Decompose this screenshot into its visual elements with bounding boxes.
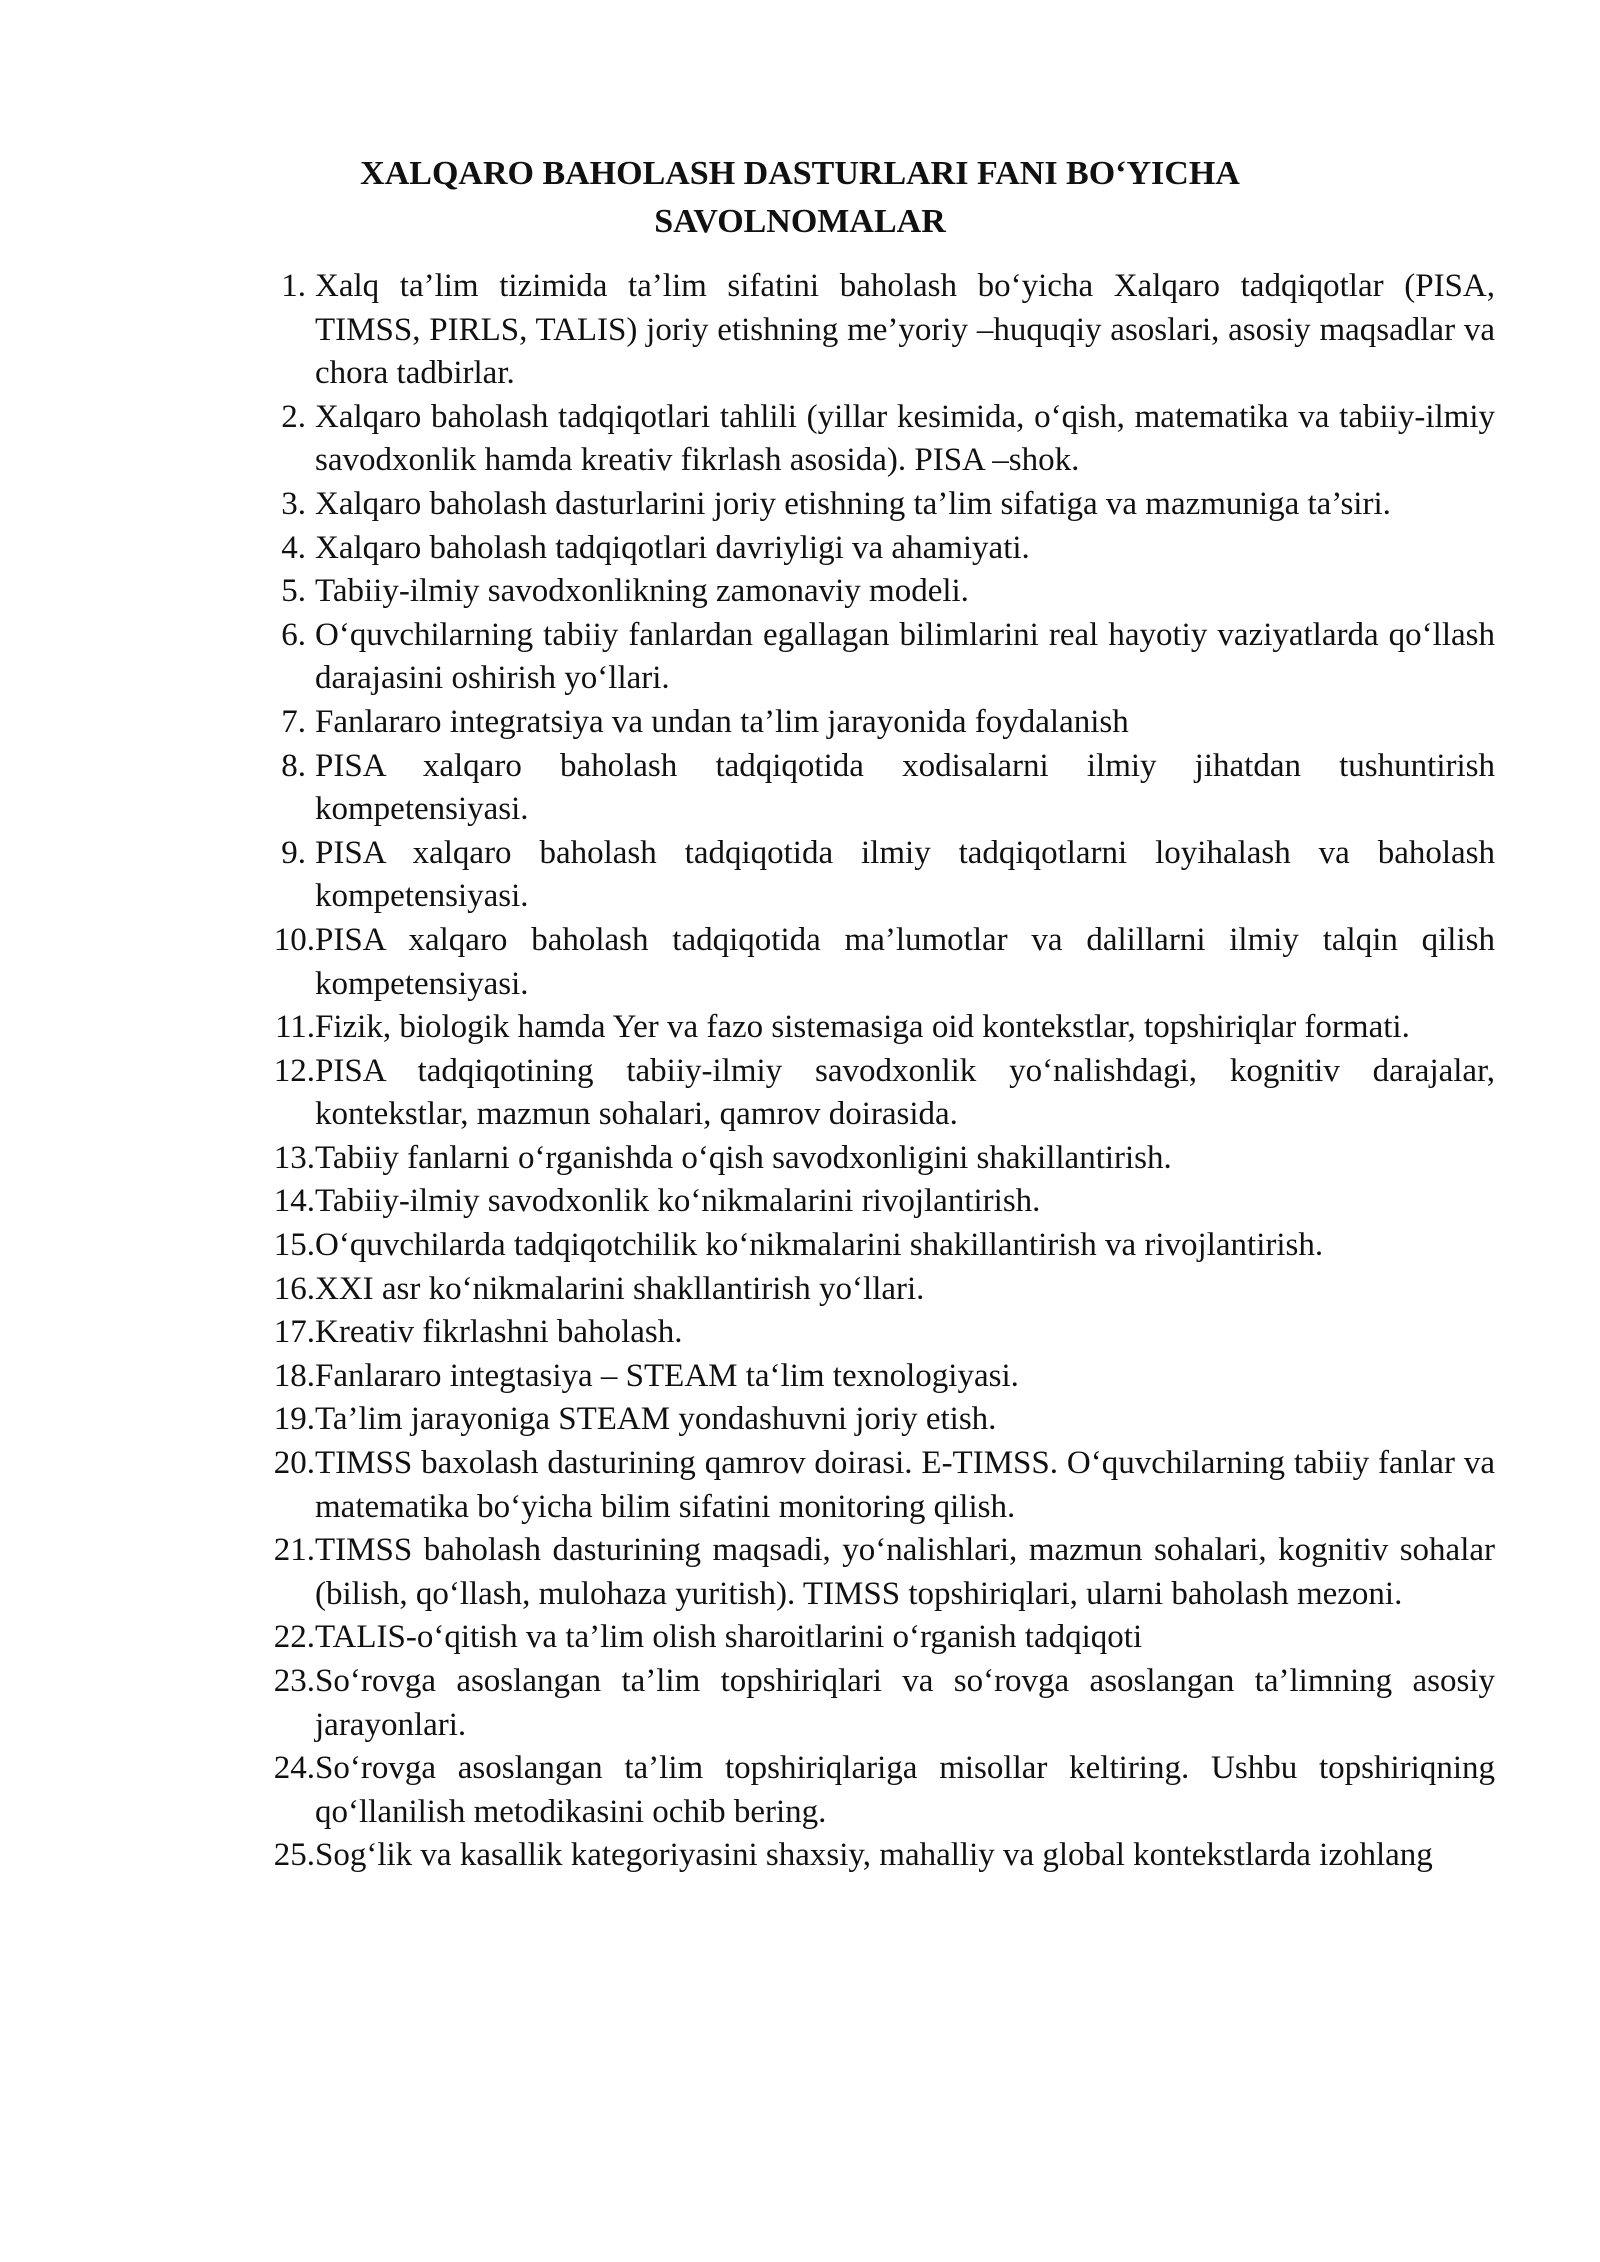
- question-text: PISA xalqaro baholash tadqiqotida xodisalarni ilmiy jihatdan tushuntirish kompetensiyasi.: [315, 747, 1495, 828]
- question-number: 7.: [281, 703, 306, 740]
- question-item: [255, 1616, 1495, 1660]
- question-item: [255, 1834, 1495, 1878]
- question-item: [255, 1006, 1495, 1050]
- question-number: 9.: [281, 834, 306, 871]
- question-item: [255, 1529, 1495, 1616]
- question-item: [255, 527, 1495, 571]
- question-number: 22.: [273, 1619, 315, 1656]
- question-item: [255, 483, 1495, 527]
- question-text: TIMSS baholash dasturining maqsadi, yo‘nalishlari, mazmun sohalari, kognitiv sohalar (bilish, qo‘llash, mulohaza yuritish). TIMSS topshiriqlari, ularni baholash mezoni.: [315, 1532, 1495, 1612]
- question-item: [255, 1137, 1495, 1181]
- question-item: [255, 1355, 1495, 1399]
- question-list: [255, 265, 1495, 1878]
- question-text: Tabiiy-ilmiy savodxonlikning zamonaviy modeli.: [315, 573, 969, 610]
- question-number: 15.: [273, 1227, 315, 1264]
- question-number: 16.: [273, 1270, 315, 1307]
- title-line-2: SAVOLNOMALAR: [654, 203, 946, 240]
- question-item: [255, 614, 1495, 701]
- question-number: 11.: [274, 1009, 315, 1046]
- question-text: PISA xalqaro baholash tadqiqotida ilmiy tadqiqotlarni loyihalash va baholash kompetensiyasi.: [315, 834, 1495, 915]
- question-number: 13.: [273, 1139, 315, 1176]
- question-number: 10.: [273, 921, 315, 958]
- question-item: [255, 1660, 1495, 1747]
- question-number: 12.: [273, 1052, 315, 1089]
- question-item: [255, 570, 1495, 614]
- question-text: Sog‘lik va kasallik kategoriyasini shaxsiy, mahalliy va global kontekstlarda izohlang: [315, 1837, 1433, 1874]
- question-text: TALIS-o‘qitish va ta’lim olish sharoitlarini o‘rganish tadqiqoti: [315, 1619, 1143, 1656]
- question-item: [255, 1747, 1495, 1834]
- question-number: 5.: [281, 573, 306, 610]
- question-text: So‘rovga asoslangan ta’lim topshiriqlariga misollar keltiring. Ushbu topshiriqning qo‘llanilish metodikasini ochib bering.: [315, 1750, 1495, 1830]
- question-item: [255, 1311, 1495, 1355]
- question-number: 17.: [273, 1314, 315, 1351]
- question-number: 14.: [273, 1183, 315, 1220]
- question-text: O‘quvchilarning tabiiy fanlardan egallagan bilimlarini real hayotiy vaziyatlarda qo‘llash darajasini oshirish yo‘llari.: [315, 616, 1495, 697]
- question-item: [255, 832, 1495, 919]
- question-text: So‘rovga asoslangan ta’lim topshiriqlari va so‘rovga asoslangan ta’limning asosiy jarayonlari.: [315, 1663, 1495, 1743]
- question-item: [255, 745, 1495, 832]
- question-text: Fanlararo integratsiya va undan ta’lim jarayonida foydalanish: [315, 703, 1129, 740]
- question-number: 4.: [281, 529, 306, 566]
- question-item: [255, 919, 1495, 1006]
- question-item: [255, 1180, 1495, 1224]
- question-number: 1.: [281, 268, 306, 304]
- question-number: 6.: [281, 616, 306, 653]
- question-item: [255, 1442, 1495, 1529]
- question-number: 18.: [273, 1357, 315, 1394]
- question-text: O‘quvchilarda tadqiqotchilik ko‘nikmalarini shakillantirish va rivojlantirish.: [315, 1227, 1324, 1264]
- document-title: [200, 150, 1400, 246]
- question-text: Fanlararo integtasiya – STEAM ta‘lim texnologiyasi.: [315, 1357, 1019, 1394]
- question-item: [255, 1268, 1495, 1312]
- question-text: Xalqaro baholash tadqiqotlari tahlili (yillar kesimida, o‘qish, matematika va tabiiy-ilmiy savodxonlik hamda kreativ fikrlash asosida). PISA –shok.: [315, 398, 1495, 479]
- question-item: [255, 1050, 1495, 1137]
- question-text: PISA xalqaro baholash tadqiqotida ma’lumotlar va dalillarni ilmiy talqin qilish kompetensiyasi.: [315, 921, 1495, 1002]
- question-text: TIMSS baxolash dasturining qamrov doirasi. E-TIMSS. O‘quvchilarning tabiiy fanlar va matematika bo‘yicha bilim sifatini monitoring qilish.: [315, 1445, 1495, 1525]
- question-number: 23.: [273, 1663, 315, 1699]
- question-number: 8.: [281, 747, 306, 784]
- question-item: [255, 1224, 1495, 1268]
- question-number: 3.: [281, 485, 306, 522]
- question-text: Xalqaro baholash dasturlarini joriy etishning ta’lim sifatiga va mazmuniga ta’siri.: [315, 485, 1391, 522]
- question-item: [255, 701, 1495, 745]
- question-item: [255, 1398, 1495, 1442]
- question-text: Ta’lim jarayoniga STEAM yondashuvni joriy etish.: [315, 1401, 997, 1438]
- question-text: Xalq ta’lim tizimida ta’lim sifatini baholash bo‘yicha Xalqaro tadqiqotlar (PISA, TIMSS, PIRLS, TALIS) joriy etishning me’yoriy –huquqiy asoslari, asosiy maqsadlar va chora tadbirlar.: [315, 268, 1495, 392]
- title-line-1: XALQARO BAHOLASH DASTURLARI FANI BO‘YICHA: [360, 155, 1240, 192]
- question-text: Kreativ fikrlashni baholash.: [315, 1314, 683, 1351]
- question-text: Fizik, biologik hamda Yer va fazo sistemasiga oid kontekstlar, topshiriqlar formati.: [315, 1009, 1410, 1046]
- question-item: [255, 396, 1495, 483]
- question-number: 24.: [273, 1750, 315, 1787]
- question-text: XXI asr ko‘nikmalarini shakllantirish yo‘llari.: [315, 1270, 925, 1307]
- question-text: Tabiiy-ilmiy savodxonlik ko‘nikmalarini rivojlantirish.: [315, 1183, 1041, 1220]
- question-item: [255, 265, 1495, 396]
- question-number: 25.: [273, 1837, 315, 1874]
- question-text: Tabiiy fanlarni o‘rganishda o‘qish savodxonligini shakillantirish.: [315, 1139, 1172, 1176]
- question-text: PISA tadqiqotining tabiiy-ilmiy savodxonlik yo‘nalishdagi, kognitiv darajalar, kontekstlar, mazmun sohalari, qamrov doirasida.: [315, 1052, 1495, 1133]
- question-number: 20.: [273, 1445, 315, 1482]
- question-number: 2.: [281, 398, 306, 435]
- question-number: 19.: [273, 1401, 315, 1438]
- question-text: Xalqaro baholash tadqiqotlari davriyligi va ahamiyati.: [315, 529, 1030, 566]
- question-number: 21.: [273, 1532, 315, 1569]
